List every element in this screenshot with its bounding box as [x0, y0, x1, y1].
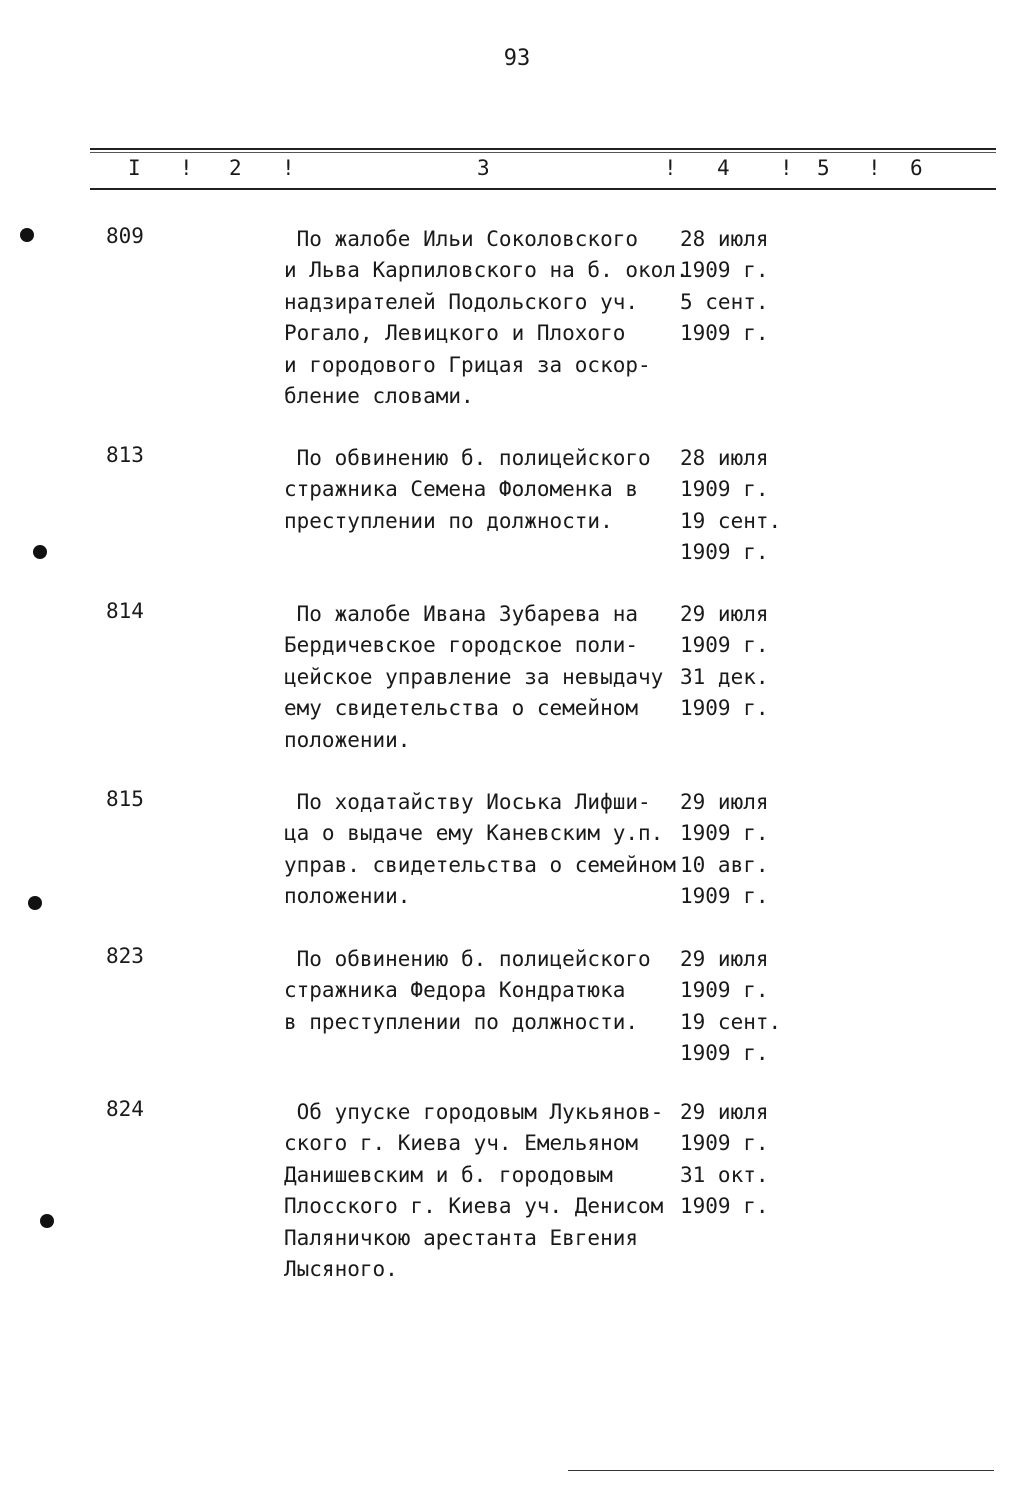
date-line: 29 июля: [680, 790, 769, 814]
description-line: По жалобе Ильи Соколовского: [284, 227, 639, 251]
entry-number: 809: [106, 224, 144, 248]
date-line: 29 июля: [680, 1100, 769, 1124]
header-separator-3: !: [664, 156, 677, 180]
date-line: 5 сент.: [680, 289, 769, 314]
header-col-1: I: [128, 156, 141, 180]
punch-hole: [33, 545, 47, 559]
entry-description: [284, 599, 679, 756]
description-line: Данишевским и б. городовым: [284, 1162, 613, 1187]
description-line: надзирателей Подольского уч.: [284, 289, 639, 314]
header-separator-4: !: [780, 156, 793, 180]
entry-dates: [680, 599, 820, 725]
description-line: Рогало, Левицкого и Плохого: [284, 321, 626, 346]
date-line: 28 июля: [680, 227, 769, 251]
date-line: 1909 г.: [680, 540, 769, 565]
table-header-bottom-rule: [90, 188, 996, 190]
header-col-4: 4: [717, 156, 730, 180]
footer-rule: [568, 1470, 994, 1471]
description-line: бление словами.: [284, 384, 474, 409]
description-line: ца о выдаче ему Каневским у.п.: [284, 821, 664, 846]
date-line: 31 окт.: [680, 1162, 769, 1187]
entry-dates: [680, 944, 820, 1070]
table-top-rule: [90, 148, 996, 150]
punch-hole: [20, 228, 34, 242]
description-line: преступлении по должности.: [284, 508, 613, 533]
entry-description: [284, 443, 679, 537]
entry-dates: [680, 224, 820, 350]
entry-description: [284, 787, 679, 913]
date-line: 19 сент.: [680, 1009, 782, 1034]
date-line: 1909 г.: [680, 477, 769, 502]
header-col-6: 6: [910, 156, 923, 180]
date-line: 1909 г.: [680, 633, 769, 658]
entry-number: 824: [106, 1097, 144, 1121]
punch-hole: [28, 896, 42, 910]
description-line: положении.: [284, 727, 411, 752]
description-line: стражника Федора Кондратюка: [284, 978, 626, 1003]
entry-number: 814: [106, 599, 144, 623]
description-line: ему свидетельства о семейном: [284, 696, 639, 721]
date-line: 29 июля: [680, 947, 769, 971]
description-line: Бердичевское городское поли-: [284, 633, 639, 658]
description-line: цейское управление за невыдачу: [284, 664, 664, 689]
date-line: 19 сент.: [680, 508, 782, 533]
header-col-3: 3: [477, 156, 490, 180]
header-col-2: 2: [229, 156, 242, 180]
page-number: 93: [503, 46, 531, 71]
header-separator-1: !: [180, 156, 193, 180]
entry-number: 813: [106, 443, 144, 467]
description-line: и Льва Карпиловского на б. окол.: [284, 258, 689, 283]
header-separator-2: !: [282, 156, 295, 180]
punch-hole: [40, 1214, 54, 1228]
entry-number: 815: [106, 787, 144, 811]
entry-dates: [680, 1097, 820, 1223]
description-line: Об упуске городовым Лукьянов-: [284, 1100, 664, 1124]
date-line: 1909 г.: [680, 696, 769, 721]
date-line: 1909 г.: [680, 821, 769, 846]
date-line: 28 июля: [680, 446, 769, 470]
header-col-5: 5: [817, 156, 830, 180]
date-line: 1909 г.: [680, 258, 769, 283]
date-line: 1909 г.: [680, 321, 769, 346]
entry-number: 823: [106, 944, 144, 968]
header-separator-5: !: [868, 156, 881, 180]
description-line: положении.: [284, 884, 411, 909]
entry-dates: [680, 443, 820, 569]
description-line: По обвинению б. полицейского: [284, 446, 651, 470]
table-top-rule-thin: [90, 152, 996, 153]
entry-description: [284, 944, 679, 1038]
description-line: ского г. Киева уч. Емельяном: [284, 1131, 639, 1156]
date-line: 1909 г.: [680, 1194, 769, 1219]
entry-description: [284, 224, 689, 412]
date-line: 29 июля: [680, 602, 769, 626]
description-line: По обвинению б. полицейского: [284, 947, 651, 971]
date-line: 10 авг.: [680, 852, 769, 877]
description-line: и городового Грицая за оскор-: [284, 352, 651, 377]
date-line: 1909 г.: [680, 1041, 769, 1066]
description-line: Лысяного.: [284, 1257, 398, 1282]
description-line: По жалобе Ивана Зубарева на: [284, 602, 639, 626]
description-line: стражника Семена Фоломенка в: [284, 477, 639, 502]
date-line: 1909 г.: [680, 1131, 769, 1156]
date-line: 1909 г.: [680, 884, 769, 909]
description-line: управ. свидетельства о семейном: [284, 852, 676, 877]
description-line: Паляничкою арестанта Евгения: [284, 1225, 639, 1250]
date-line: 1909 г.: [680, 978, 769, 1003]
description-line: Плосского г. Киева уч. Денисом: [284, 1194, 664, 1219]
description-line: По ходатайству Иоська Лифши-: [284, 790, 651, 814]
description-line: в преступлении по должности.: [284, 1009, 639, 1034]
entry-dates: [680, 787, 820, 913]
date-line: 31 дек.: [680, 664, 769, 689]
entry-description: [284, 1097, 679, 1285]
